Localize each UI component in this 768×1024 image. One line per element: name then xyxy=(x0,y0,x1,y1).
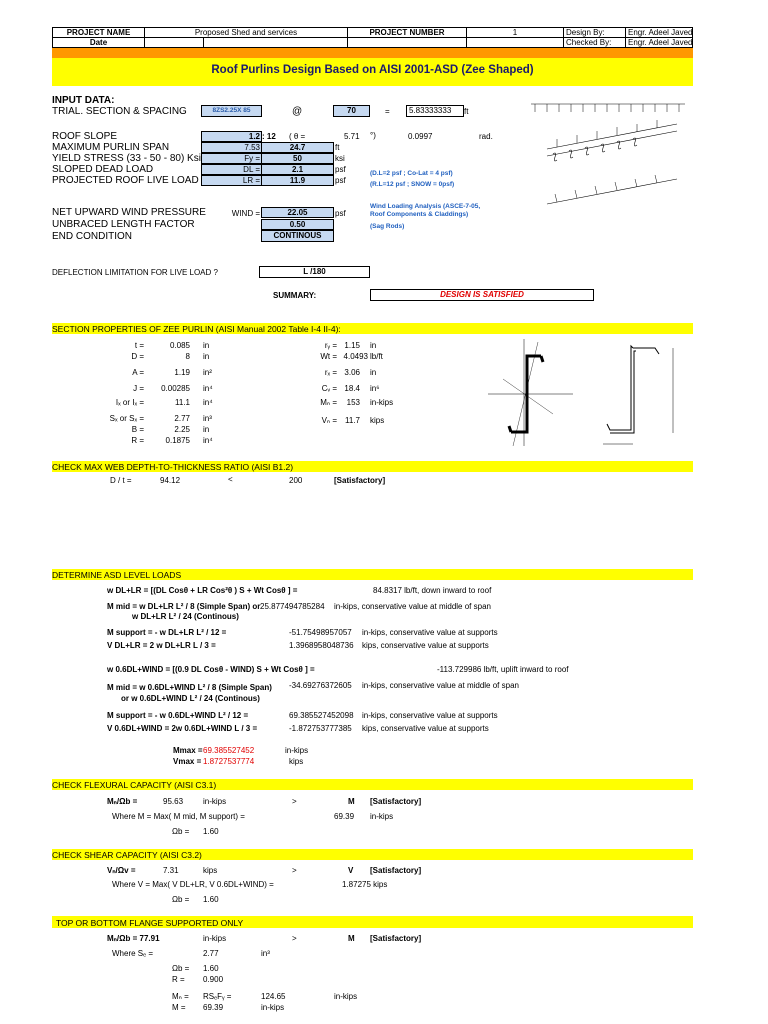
blank-cell xyxy=(203,37,348,48)
prop-sym: Cᵥ = xyxy=(321,384,337,393)
prop-sym: R = xyxy=(131,436,144,445)
project-name: Proposed Shed and services xyxy=(144,27,348,38)
mmax-unit: in-kips xyxy=(285,746,309,755)
wind-note-1: Wind Loading Analysis (ASCE-7-05, xyxy=(370,203,481,210)
lr-symbol: LR = xyxy=(201,175,262,186)
prop-sym: J = xyxy=(133,384,144,393)
m2-note: in-kips, conservative value at middle of span xyxy=(362,681,519,690)
loading-diagram xyxy=(527,94,697,209)
ms2-value: 69.385527452098 xyxy=(289,711,354,720)
vmax-unit: kips xyxy=(289,757,304,766)
flange-omega: 1.60 xyxy=(203,964,219,973)
flange-unit: in-kips xyxy=(203,934,227,943)
spacing-field[interactable]: 70 xyxy=(333,105,370,117)
shear-where-value: 1.87275 kips xyxy=(342,880,388,889)
end-field[interactable]: CONTINOUS xyxy=(261,230,334,242)
flange-where: Where Sₑ = xyxy=(112,949,153,958)
flex-value: 95.63 xyxy=(163,797,184,806)
w2-expr: w 0.6DL+WIND = [(0.9 DL Cosθ - WIND) S + Wt Cosθ ] = xyxy=(107,665,315,674)
dl-note: (D.L=2 psf ; Co-Lat = 4 psf) xyxy=(370,170,453,177)
w1-expr: w DL+LR = [(DL Cosθ + LR Cos²θ ) S + Wt Cosθ ] = xyxy=(107,586,298,595)
v2-expr: V 0.6DL+WIND = 2w 0.6DL+WIND L / 3 = xyxy=(107,724,258,733)
lr-unit: psf xyxy=(335,176,346,185)
shear-symbol: Vₙ/Ωv = xyxy=(107,866,136,875)
flex-omega-symbol: Ωb = xyxy=(172,827,190,836)
equals: = xyxy=(385,107,390,116)
m1-expr: M mid = w DL+LR L² / 8 (Simple Span) or xyxy=(107,602,261,611)
wind-unit: psf xyxy=(335,209,346,218)
flange-omega-symbol: Ωb = xyxy=(172,964,190,973)
flange-mn-unit: in-kips xyxy=(334,992,358,1001)
summary-status: DESIGN IS SATISFIED xyxy=(370,289,594,301)
flex-heading: CHECK FLEXURAL CAPACITY (AISI C3.1) xyxy=(52,780,217,790)
flange-mn-symbol: Mₙ = xyxy=(172,992,189,1001)
span-ft: 24.7 xyxy=(261,142,334,153)
summary-label: SUMMARY: xyxy=(273,291,317,300)
span-m-field[interactable]: 7.53 xyxy=(201,142,262,153)
flange-r-symbol: R = xyxy=(172,975,185,984)
theta-value: 5.71 xyxy=(344,132,360,141)
end-label: END CONDITION xyxy=(52,231,132,242)
flange-m-unit: in-kips xyxy=(261,1003,285,1012)
flange-status: [Satisfactory] xyxy=(370,934,422,943)
prop-val: 11.1 xyxy=(175,398,190,407)
span-label: MAXIMUM PURLIN SPAN xyxy=(52,142,170,153)
unbraced-field[interactable]: 0.50 xyxy=(261,219,334,230)
flex-where-unit: in-kips xyxy=(370,812,394,821)
date-label: Date xyxy=(52,37,145,48)
prop-val: 153 xyxy=(346,398,360,407)
prop-sym: A = xyxy=(132,368,144,377)
v1-note: kips, conservative value at supports xyxy=(362,641,489,650)
ms2-expr: M support = - w 0.6DL+WIND L² / 12 = xyxy=(107,711,249,720)
shear-unit: kips xyxy=(203,866,218,875)
web-op: < xyxy=(228,475,233,484)
web-symbol: D / t = xyxy=(110,476,132,485)
unbraced-note: (Sag Rods) xyxy=(370,223,405,230)
shear-op: > xyxy=(292,866,297,875)
shear-heading: CHECK SHEAR CAPACITY (AISI C3.2) xyxy=(52,850,202,860)
ms2-note: in-kips, conservative value at supports xyxy=(362,711,498,720)
theta-label: ( θ = xyxy=(289,132,306,141)
v2-note: kips, conservative value at supports xyxy=(362,724,489,733)
shear-omega-symbol: Ωb = xyxy=(172,895,190,904)
prop-val: 3.06 xyxy=(344,368,360,377)
prop-unit: in⁴ xyxy=(203,436,213,445)
fy-symbol: Fy = xyxy=(201,153,262,164)
prop-unit: in xyxy=(203,341,210,350)
shear-omega: 1.60 xyxy=(203,895,219,904)
prop-sym: B = xyxy=(131,425,144,434)
mmax-value: 69.385527452 xyxy=(203,746,255,755)
prop-val: 1.19 xyxy=(174,368,190,377)
web-status: [Satisfactory] xyxy=(334,476,386,485)
mmax-label: Mmax = xyxy=(173,746,203,755)
blank-cell xyxy=(347,37,467,48)
prop-unit: in-kips xyxy=(370,398,394,407)
prop-unit: in⁶ xyxy=(370,384,380,393)
flange-heading: TOP OR BOTTOM FLANGE SUPPORTED ONLY xyxy=(56,918,244,928)
prop-val: 11.7 xyxy=(345,416,360,425)
fy-field[interactable]: 50 xyxy=(261,153,334,164)
input-heading: INPUT DATA: xyxy=(52,95,115,106)
project-number-label: PROJECT NUMBER xyxy=(347,27,467,38)
prop-val: 2.77 xyxy=(174,414,190,423)
ft-unit: ft xyxy=(464,107,469,116)
prop-val: 0.00285 xyxy=(161,384,190,393)
date-value xyxy=(144,37,204,48)
trial-label: TRIAL. SECTION & SPACING xyxy=(52,106,187,117)
live-label: PROJECTED ROOF LIVE LOAD xyxy=(52,175,199,186)
project-number: 1 xyxy=(466,27,564,38)
flange-mn-expr: RSₑFᵧ = xyxy=(203,992,232,1001)
prop-sym: Sₓ or Sₓ = xyxy=(109,414,144,423)
shear-value: 7.31 xyxy=(163,866,179,875)
prop-unit: kips xyxy=(370,416,385,425)
degree-close: °) xyxy=(370,131,376,140)
flange-m: 69.39 xyxy=(203,1003,224,1012)
roof-slope-label: ROOF SLOPE xyxy=(52,131,118,142)
flange-r: 0.900 xyxy=(203,975,224,984)
at-sign: @ xyxy=(292,106,303,117)
prop-val: 4.0493 xyxy=(343,352,368,361)
blank-cell xyxy=(466,37,564,48)
prop-unit: in⁴ xyxy=(203,398,213,407)
flange-mn: 124.65 xyxy=(261,992,286,1001)
prop-val: 1.15 xyxy=(344,341,360,350)
lr-field[interactable]: 11.9 xyxy=(261,175,334,186)
shear-var: V xyxy=(348,866,354,875)
wind-field[interactable]: 22.05 xyxy=(261,207,334,218)
prop-sym: Wt = xyxy=(320,352,337,361)
flex-status: [Satisfactory] xyxy=(370,797,422,806)
v2-value: -1.872753777385 xyxy=(289,724,352,733)
web-value: 94.12 xyxy=(160,476,181,485)
prop-val: 8 xyxy=(185,352,190,361)
wind-symbol: WIND = xyxy=(231,209,260,218)
design-by: Engr. Adeel Javed xyxy=(625,27,693,38)
span-unit: ft xyxy=(335,143,340,152)
prop-sym: rₓ = xyxy=(324,368,337,377)
flex-where: Where M = Max( M mid, M support) = xyxy=(112,812,245,821)
flange-se-unit: in³ xyxy=(261,949,270,958)
rad-unit: rad. xyxy=(479,132,493,141)
prop-unit: in xyxy=(370,341,377,350)
asd-heading: DETERMINE ASD LEVEL LOADS xyxy=(52,570,182,580)
section-field[interactable]: 8ZS2.25X 85 xyxy=(201,105,262,117)
dead-label: SLOPED DEAD LOAD xyxy=(52,164,154,175)
prop-sym: Mₙ = xyxy=(320,398,337,407)
flex-op: > xyxy=(292,797,297,806)
prop-sym: rᵧ = xyxy=(324,341,337,350)
design-by-label: Design By: xyxy=(563,27,626,38)
fy-unit: ksi xyxy=(335,154,345,163)
spacing-ft: 5.83333333 xyxy=(406,105,464,117)
m1-value: 25.877494785284 xyxy=(260,602,325,611)
slope-run: : 12 xyxy=(262,132,276,141)
unbraced-label: UNBRACED LENGTH FACTOR xyxy=(52,219,195,230)
zee-section-diagram xyxy=(483,334,693,454)
prop-val: 2.25 xyxy=(174,425,190,434)
prop-unit: in³ xyxy=(203,414,212,423)
v1-expr: V DL+LR = 2 w DL+LR L / 3 = xyxy=(107,641,216,650)
ms1-expr: M support = - w DL+LR L² / 12 = xyxy=(107,628,227,637)
prop-unit: in xyxy=(370,368,377,377)
flex-unit: in-kips xyxy=(203,797,227,806)
prop-sym: D = xyxy=(131,352,144,361)
flange-op: > xyxy=(292,934,297,943)
prop-sym: t = xyxy=(134,341,144,350)
prop-sym: Iₓ or Iₓ = xyxy=(115,398,144,407)
prop-unit: in xyxy=(203,425,210,434)
w1-value: 84.8317 lb/ft, down inward to roof xyxy=(373,586,492,595)
lr-note: (R.L=12 psf ; SNOW = 0psf) xyxy=(370,181,455,188)
prop-unit: in² xyxy=(203,368,212,377)
m1-note: in-kips, conservative value at middle of span xyxy=(334,602,491,611)
checked-by-label: Checked By: xyxy=(563,37,626,48)
wind-note-2: Roof Components & Claddings) xyxy=(370,211,469,218)
slope-rise-field[interactable]: 1.2 xyxy=(201,131,262,142)
prop-val: 0.1875 xyxy=(165,436,190,445)
dl-symbol: DL = xyxy=(201,164,262,175)
page-title: Roof Purlins Design Based on AISI 2001-ASD (Zee Shaped) xyxy=(211,64,534,76)
v1-value: 1.3968958048736 xyxy=(289,641,354,650)
wind-label: NET UPWARD WIND PRESSURE xyxy=(52,207,206,218)
rad-value: 0.0997 xyxy=(408,132,433,141)
prop-unit: in xyxy=(203,352,210,361)
m2-expr-2: or w 0.6DL+WIND L² / 24 (Continous) xyxy=(121,694,260,703)
vmax-value: 1.8727537774 xyxy=(203,757,255,766)
flange-var: M xyxy=(348,934,355,943)
web-heading: CHECK MAX WEB DEPTH-TO-THICKNESS RATIO (AISI B1.2) xyxy=(52,462,294,472)
dl-field[interactable]: 2.1 xyxy=(261,164,334,175)
checked-by: Engr. Adeel Javed xyxy=(625,37,693,48)
prop-sym: Vₙ = xyxy=(321,416,337,425)
flange-m-symbol: M = xyxy=(172,1003,186,1012)
flange-symbol: Mₙ/Ωb = 77.91 xyxy=(107,934,160,943)
orange-bar xyxy=(52,48,693,58)
w2-value: -113.729986 lb/ft, uplift inward to roof xyxy=(437,665,569,674)
yield-label: YIELD STRESS (33 - 50 - 80) Ksi xyxy=(52,153,201,164)
ms1-note: in-kips, conservative value at supports xyxy=(362,628,498,637)
flex-symbol: Mₙ/Ωb = xyxy=(107,797,138,806)
shear-status: [Satisfactory] xyxy=(370,866,422,875)
ms1-value: -51.75498957057 xyxy=(289,628,352,637)
prop-val: 18.4 xyxy=(344,384,360,393)
shear-where: Where V = Max( V DL+LR, V 0.6DL+WIND) = xyxy=(112,880,274,889)
prop-unit: in⁴ xyxy=(203,384,213,393)
vmax-label: Vmax = xyxy=(173,757,202,766)
dl-unit: psf xyxy=(335,165,346,174)
m2-expr: M mid = w 0.6DL+WIND L² / 8 (Simple Span) xyxy=(107,683,272,692)
m1-expr-2: w DL+LR L² / 24 (Continous) xyxy=(132,612,239,621)
project-name-label: PROJECT NAME xyxy=(52,27,145,38)
props-heading: SECTION PROPERTIES OF ZEE PURLIN (AISI Manual 2002 Table I-4 II-4): xyxy=(52,324,341,334)
flange-se: 2.77 xyxy=(203,949,219,958)
prop-unit: lb/ft xyxy=(370,352,383,361)
flex-var: M xyxy=(348,797,355,806)
flex-where-value: 69.39 xyxy=(334,812,355,821)
web-limit: 200 xyxy=(289,476,303,485)
defl-field[interactable]: L /180 xyxy=(259,266,370,278)
m2-value: -34.69276372605 xyxy=(289,681,352,690)
prop-val: 0.085 xyxy=(169,341,190,350)
defl-label: DEFLECTION LIMITATION FOR LIVE LOAD ? xyxy=(52,268,218,277)
flex-omega: 1.60 xyxy=(203,827,219,836)
